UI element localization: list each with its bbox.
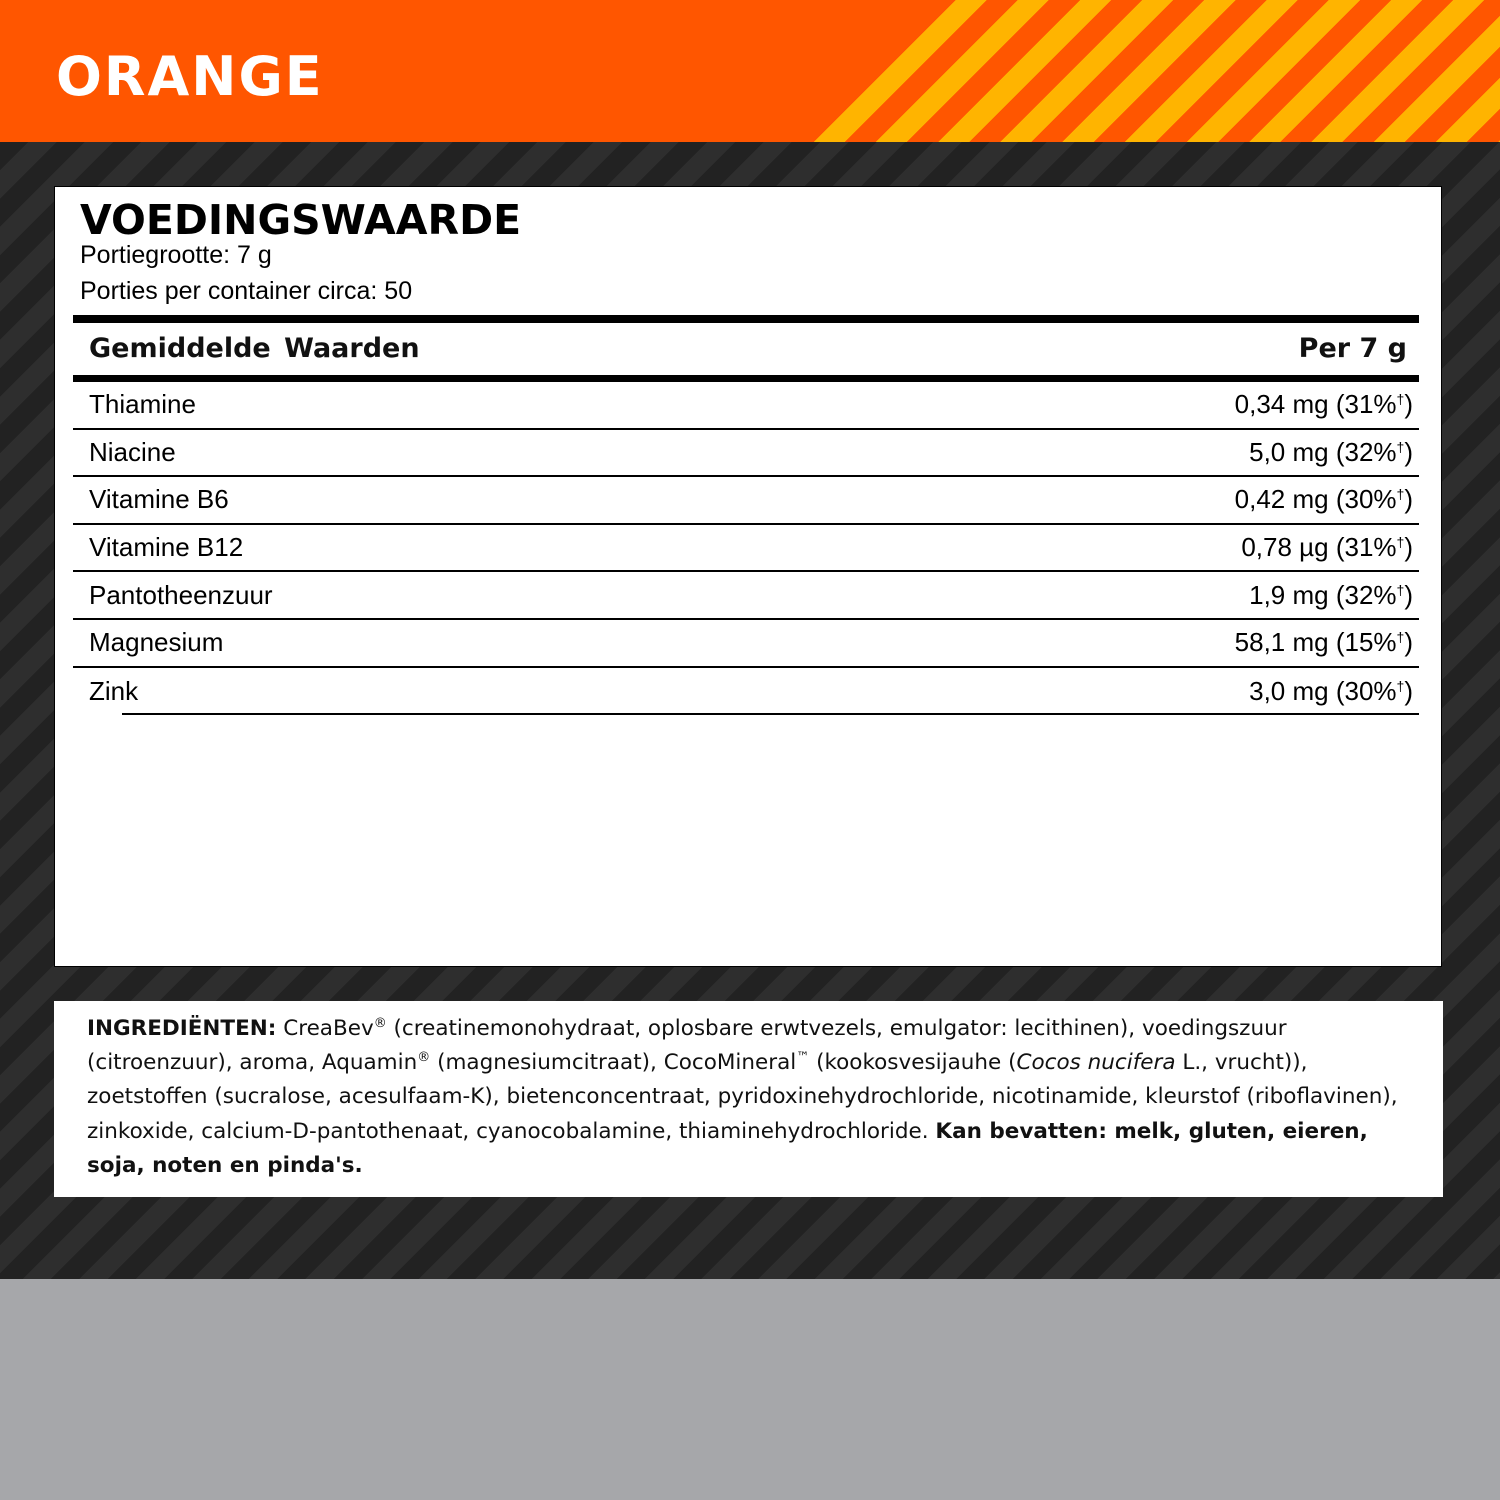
nutrient-name: Vitamine B12 [89, 532, 244, 563]
table-row [73, 668, 1419, 716]
nutrient-value: 58,1 mg (15%†) [1234, 627, 1413, 658]
nutrient-value: 0,78 µg (31%†) [1241, 532, 1413, 563]
nutrient-name: Vitamine B6 [89, 484, 229, 515]
table-row [73, 525, 1419, 573]
nutrient-name: Magnesium [89, 627, 224, 658]
flavor-banner [0, 0, 1500, 142]
nutrient-value: 5,0 mg (32%†) [1249, 436, 1413, 467]
table-row [73, 430, 1419, 478]
botanical-name: Cocos nucifera [1016, 1050, 1176, 1076]
nutrient-name: Thiamine [89, 389, 196, 420]
allergen-warning: Kan bevatten: melk, gluten, eieren, soja, noten en pinda's. [87, 1118, 1368, 1178]
nutrient-name: Niacine [89, 436, 176, 467]
ingredients-label: INGREDIËNTEN: [87, 1016, 277, 1041]
nutrient-value: 0,42 mg (30%†) [1234, 484, 1413, 515]
table-row [73, 477, 1419, 525]
nutrient-name: Zink [89, 675, 139, 706]
ingredients-panel [54, 1001, 1443, 1197]
header-per-serving: Per 7 g [1298, 333, 1407, 364]
table-header [73, 323, 1419, 375]
serving-size: Portiegrootte: 7 g [80, 241, 272, 269]
nutrient-name: Pantotheenzuur [89, 579, 273, 610]
nutrient-table [73, 382, 1419, 715]
table-row [73, 382, 1419, 430]
flavor-title: ORANGE [56, 45, 324, 108]
divider-thick [73, 375, 1419, 382]
nutrient-value: 0,34 mg (31%†) [1234, 389, 1413, 420]
nutrient-value: 1,9 mg (32%†) [1249, 579, 1413, 610]
servings-per-container: Porties per container circa: 50 [80, 277, 413, 305]
nutrition-facts-panel [54, 186, 1442, 967]
nutrition-title: VOEDINGSWAARDE [80, 196, 522, 244]
ingredients-text: INGREDIËNTEN: CreaBev® (creatinemonohydraat, oplosbare erwtvezels, emulgator: lecithinen), voedingszuur (citroenzuur), aroma, Aquamin® (magnesiumcitraat), CocoMineral™ (kookosvesijauhe (Cocos nucifera L., vrucht)), zoetstoffen (sucralose, acesulfaam-K), bietenconcentraat, pyridoxinehydrochloride, nicotinamide, kleurstof (riboflavinen), zinkoxide, calcium-D-pantothenaat, cyanocobalamine, thiaminehydrochloride. Kan bevatten: melk, gluten, eieren, soja, noten en pinda's. [87, 1016, 1398, 1178]
divider-thick [73, 315, 1419, 323]
diagonal-stripes-decoration [800, 0, 1500, 142]
header-average-values: Gemiddelde Waarden [89, 333, 420, 364]
table-row [73, 572, 1419, 620]
table-row [73, 620, 1419, 668]
nutrient-value: 3,0 mg (30%†) [1249, 675, 1413, 706]
